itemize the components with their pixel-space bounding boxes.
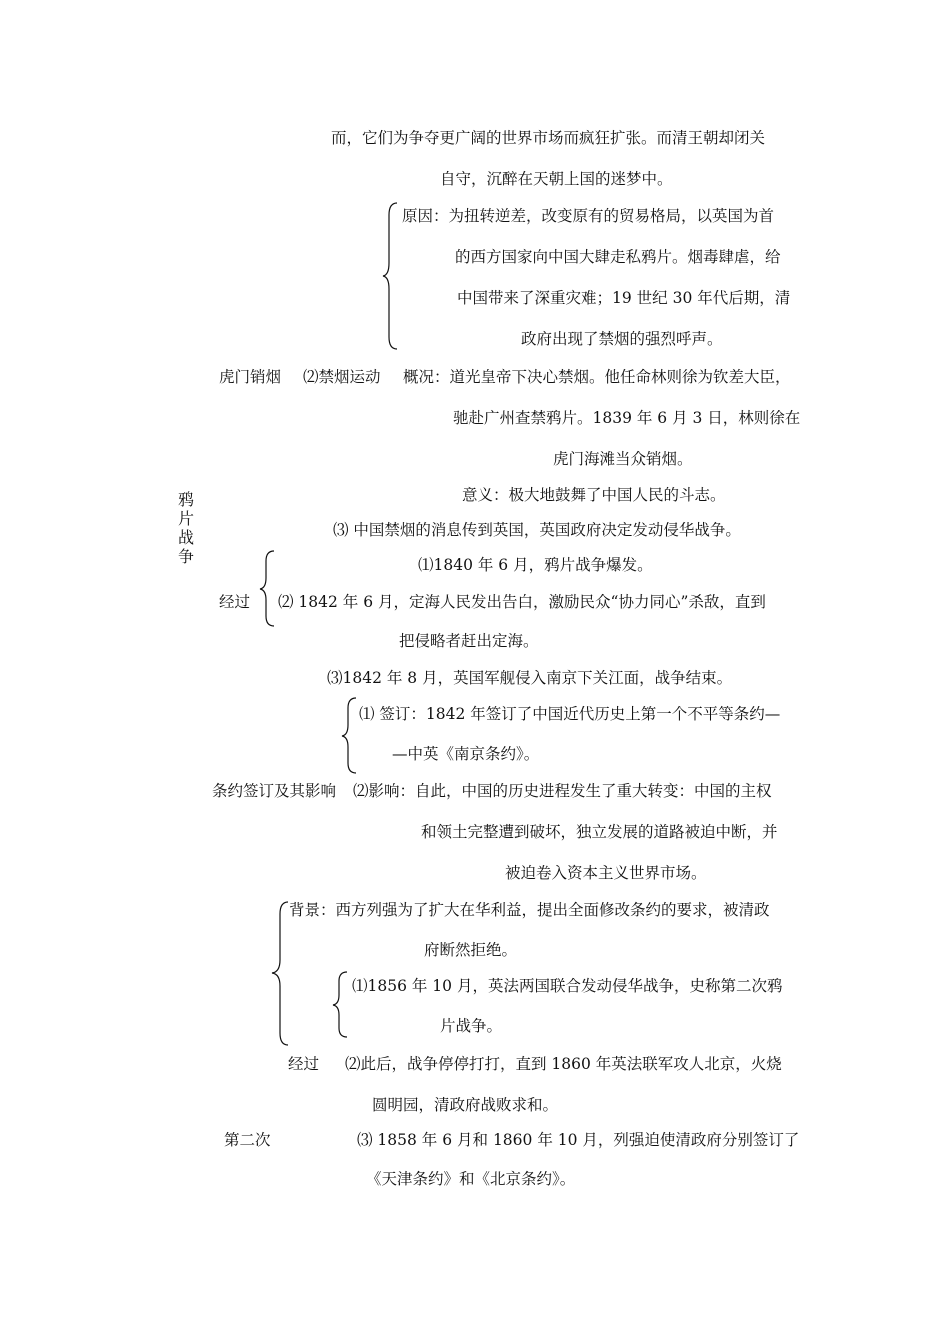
treaty-signing-line-2: —中英《南京条约》。 xyxy=(392,745,540,763)
humen-item-3: ⑶ 中国禁烟的消息传到英国，英国政府决定发动侵华战争。 xyxy=(333,521,741,539)
overview-line-3: 虎门海滩当众销烟。 xyxy=(553,450,693,468)
course-item-1: ⑴1840 年 6 月，鸦片战争爆发。 xyxy=(418,556,653,574)
reason-line-3: 中国带来了深重灾难；19 世纪 30 年代后期，清 xyxy=(457,289,791,307)
significance: 意义：极大地鼓舞了中国人民的斗志。 xyxy=(462,486,726,504)
treaty-title: 条约签订及其影响 xyxy=(212,782,337,800)
second-item-3-line-2: 《天津条约》和《北京条约》。 xyxy=(366,1170,576,1188)
course-item-3: ⑶1842 年 8 月，英国军舰侵入南京下关江面，战争结束。 xyxy=(327,669,733,687)
treaty-impact-line-3: 被迫卷入资本主义世界市场。 xyxy=(505,864,707,882)
overview-line-1: 概况：道光皇帝下决心禁烟。他任命林则徐为钦差大臣， xyxy=(403,368,791,386)
humen-title: 虎门销烟 xyxy=(219,368,282,386)
reason-line-2: 的西方国家向中国大肆走私鸦片。烟毒肆虐，给 xyxy=(455,248,781,266)
second-war-brace xyxy=(272,902,290,1045)
background-line-2: 府断然拒绝。 xyxy=(424,941,518,959)
treaty-brace xyxy=(342,698,358,773)
ban-opium-movement: ⑵禁烟运动 xyxy=(303,368,381,386)
opium-war-title: 鸦片战争 xyxy=(178,490,195,566)
intro-line-2: 自守，沉醉在天朝上国的迷梦中。 xyxy=(440,170,673,188)
course-item-2-line-1: ⑵ 1842 年 6 月，定海人民发出告白，激励民众“协力同心”杀敌，直到 xyxy=(278,593,766,611)
second-course-label: 经过 xyxy=(288,1055,320,1073)
reason-line-4: 政府出现了禁烟的强烈呼声。 xyxy=(521,330,723,348)
reason-line-1: 原因：为扭转逆差，改变原有的贸易格局，以英国为首 xyxy=(402,207,775,225)
intro-line-1: 而，它们为争夺更广阔的世界市场而疯狂扩张。而清王朝却闭关 xyxy=(331,129,766,147)
second-item-2-line-2: 圆明园，清政府战败求和。 xyxy=(372,1096,559,1114)
second-item-2-line-1: ⑵此后，战争停停打打，直到 1860 年英法联军攻人北京，火烧 xyxy=(345,1055,782,1073)
second-item-3-line-1: ⑶ 1858 年 6 月和 1860 年 10 月，列强迫使清政府分别签订了 xyxy=(357,1131,800,1149)
second-war-title: 第二次 xyxy=(224,1131,271,1149)
second-item-1-line-1: ⑴1856 年 10 月，英法两国联合发动侵华战争，史称第二次鸦 xyxy=(352,977,783,995)
background-line-1: 背景：西方列强为了扩大在华利益，提出全面修改条约的要求，被清政 xyxy=(289,901,770,919)
second-course-brace xyxy=(333,972,349,1037)
reason-brace xyxy=(383,203,399,349)
treaty-signing-line-1: ⑴ 签订：1842 年签订了中国近代历史上第一个不平等条约— xyxy=(359,705,781,723)
treaty-impact-line-2: 和领土完整遭到破坏，独立发展的道路被迫中断，并 xyxy=(421,823,778,841)
overview-line-2: 驰赴广州查禁鸦片。1839 年 6 月 3 日，林则徐在 xyxy=(453,409,801,427)
course-item-2-line-2: 把侵略者赶出定海。 xyxy=(399,632,539,650)
course-label: 经过 xyxy=(219,593,251,611)
second-item-1-line-2: 片战争。 xyxy=(440,1017,503,1035)
course-brace xyxy=(260,551,276,626)
treaty-impact-line-1: ⑵影响：自此，中国的历史进程发生了重大转变：中国的主权 xyxy=(353,782,772,800)
